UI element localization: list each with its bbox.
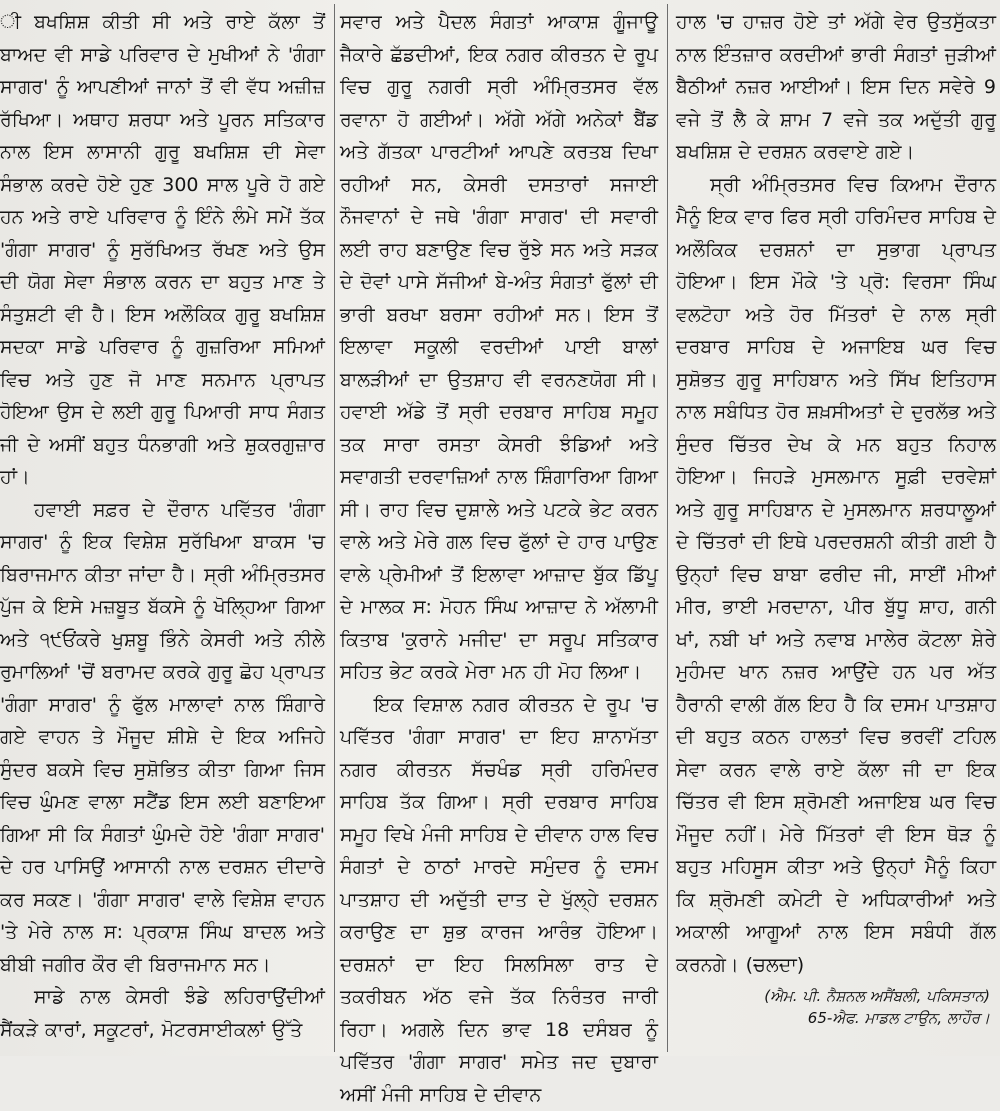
paragraph: ਇਕ ਵਿਸ਼ਾਲ ਨਗਰ ਕੀਰਤਨ ਦੇ ਰੂਪ 'ਚ ਪਵਿੱਤਰ 'ਗੰਗਾ ਸਾਗਰ' ਦਾ ਇਹ ਸ਼ਾਨਾਮੱਤਾ ਨਗਰ ਕੀਰਤਨ ਸੱਚਖੰਡ ਸ੍ਰੀ ਹਰਿਮੰਦਰ ਸਾਹਿਬ ਤੱਕ ਗਿਆ। ਸ੍ਰੀ ਦਰਬਾਰ ਸਾਹਿਬ ਸਮੂਹ ਵਿਖੇ ਮੰਜੀ ਸਾਹਿਬ ਦੇ ਦੀਵਾਨ ਹਾਲ ਵਿਚ ਸੰਗਤਾਂ ਦੇ ਠਾਠਾਂ ਮਾਰਦੇ ਸਮੁੰਦਰ ਨੂੰ ਦਸਮ ਪਾਤਸ਼ਾਹ ਦੀ ਅਦੁੱਤੀ ਦਾਤ ਦੇ ਖੁੱਲ੍ਹੇ ਦਰਸ਼ਨ ਕਰਾਉਣ ਦਾ ਸ਼ੁਭ ਕਾਰਜ ਆਰੰਭ ਹੋਇਆ। ਦਰਸ਼ਨਾਂ ਦਾ ਇਹ ਸਿਲਸਿਲਾ ਰਾਤ ਦੇ ਤਕਰੀਬਨ ਅੱਠ ਵਜੇ ਤੱਕ ਨਿਰੰਤਰ ਜਾਰੀ ਰਿਹਾ। ਅਗਲੇ ਦਿਨ ਭਾਵ 18 ਦਸੰਬਰ ਨੂੰ ਪਵਿੱਤਰ 'ਗੰਗਾ ਸਾਗਰ' ਸਮੇਤ ਜਦ ਦੁਬਾਰਾ ਅਸੀਂ ਮੰਜੀ ਸਾਹਿਬ ਦੇ ਦੀਵਾਨ	[340, 689, 658, 1111]
paragraph: ਸਵਾਰ ਅਤੇ ਪੈਦਲ ਸੰਗਤਾਂ ਆਕਾਸ਼ ਗੂੰਜਾਊ ਜੈਕਾਰੇ ਛੱਡਦੀਆਂ, ਇਕ ਨਗਰ ਕੀਰਤਨ ਦੇ ਰੂਪ ਵਿਚ ਗੁਰੂ ਨਗਰੀ ਸ੍ਰੀ ਅੰਮ੍ਰਿਤਸਰ ਵੱਲ ਰਵਾਨਾ ਹੋ ਗਈਆਂ। ਅੱਗੇ ਅੱਗੇ ਅਨੇਕਾਂ ਬੈਂਡ ਅਤੇ ਗੱਤਕਾ ਪਾਰਟੀਆਂ ਆਪਣੇ ਕਰਤਬ ਦਿਖਾ ਰਹੀਆਂ ਸਨ, ਕੇਸਰੀ ਦਸਤਾਰਾਂ ਸਜਾਈ ਨੌਜਵਾਨਾਂ ਦੇ ਜਥੇ 'ਗੰਗਾ ਸਾਗਰ' ਦੀ ਸਵਾਰੀ ਲਈ ਰਾਹ ਬਣਾਉਣ ਵਿਚ ਰੁੱਝੇ ਸਨ ਅਤੇ ਸੜਕ ਦੇ ਦੋਵਾਂ ਪਾਸੇ ਸੱਜੀਆਂ ਬੇ-ਅੰਤ ਸੰਗਤਾਂ ਫੁੱਲਾਂ ਦੀ ਭਾਰੀ ਬਰਖਾ ਬਰਸਾ ਰਹੀਆਂ ਸਨ। ਇਸ ਤੋਂ ਇਲਾਵਾ ਸਕੂਲੀ ਵਰਦੀਆਂ ਪਾਈ ਬਾਲਾਂ ਬਾਲੜੀਆਂ ਦਾ ਉਤਸ਼ਾਹ ਵੀ ਵਰਨਣਯੋਗ ਸੀ। ਹਵਾਈ ਅੱਡੇ ਤੋਂ ਸ੍ਰੀ ਦਰਬਾਰ ਸਾਹਿਬ ਸਮੂਹ ਤਕ ਸਾਰਾ ਰਸਤਾ ਕੇਸਰੀ ਝੰਡਿਆਂ ਅਤੇ ਸਵਾਗਤੀ ਦਰਵਾਜ਼ਿਆਂ ਨਾਲ ਸ਼ਿੰਗਾਰਿਆ ਗਿਆ ਸੀ। ਰਾਹ ਵਿਚ ਦੁਸ਼ਾਲੇ ਅਤੇ ਪਟਕੇ ਭੇਟ ਕਰਨ ਵਾਲੇ ਅਤੇ ਮੇਰੇ ਗਲ ਵਿਚ ਫੁੱਲਾਂ ਦੇ ਹਾਰ ਪਾਉਣ ਵਾਲੇ ਪ੍ਰੇਮੀਆਂ ਤੋਂ ਇਲਾਵਾ ਆਜ਼ਾਦ ਬੁੱਕ ਡਿੱਪੂ ਦੇ ਮਾਲਕ ਸ: ਮੋਹਨ ਸਿੰਘ ਆਜ਼ਾਦ ਨੇ ਅੱਲਾਮੀ ਕਿਤਾਬ 'ਕੁਰਾਨੇ ਮਜੀਦ' ਦਾ ਸਰੂਪ ਸਤਿਕਾਰ ਸਹਿਤ ਭੇਟ ਕਰਕੇ ਮੇਰਾ ਮਨ ਹੀ ਮੋਹ ਲਿਆ।	[340, 6, 658, 689]
column-divider	[334, 4, 335, 1052]
author-address: 65-ਐਫ. ਮਾਡਲ ਟਾਉਨ, ਲਾਹੌਰ।	[676, 1007, 990, 1029]
paragraph: ਹਵਾਈ ਸਫ਼ਰ ਦੇ ਦੌਰਾਨ ਪਵਿੱਤਰ 'ਗੰਗਾ ਸਾਗਰ' ਨੂੰ ਇਕ ਵਿਸ਼ੇਸ਼ ਸੁਰੱਖਿਆ ਬਾਕਸ 'ਚ ਬਿਰਾਜਮਾਨ ਕੀਤਾ ਜਾਂਦਾ ਹੈ। ਸ੍ਰੀ ਅੰਮ੍ਰਿਤਸਰ ਪੁੱਜ ਕੇ ਇਸੇ ਮਜ਼ਬੂਤ ਬੱਕਸੇ ਨੂੰ ਖੋਲ੍ਹਿਆ ਗਿਆ ਅਤੇ ੧੯ਓਂਕਰੇ ਖੁਸ਼ਬੂ ਭਿੰਨੇ ਕੇਸਰੀ ਅਤੇ ਨੀਲੇ ਰੁਮਾਲਿਆਂ 'ਚੋਂ ਬਰਾਮਦ ਕਰਕੇ ਗੁਰੂ ਛੋਹ ਪ੍ਰਾਪਤ 'ਗੰਗਾ ਸਾਗਰ' ਨੂੰ ਫੁੱਲ ਮਾਲਾਵਾਂ ਨਾਲ ਸ਼ਿੰਗਾਰੇ ਗਏ ਵਾਹਨ ਤੇ ਮੌਜੂਦ ਸ਼ੀਸ਼ੇ ਦੇ ਇਕ ਅਜਿਹੇ ਸੁੰਦਰ ਬਕਸੇ ਵਿਚ ਸੁਸ਼ੋਭਿਤ ਕੀਤਾ ਗਿਆ ਜਿਸ ਵਿਚ ਘੁੰਮਣ ਵਾਲਾ ਸਟੈਂਡ ਇਸ ਲਈ ਬਣਾਇਆ ਗਿਆ ਸੀ ਕਿ ਸੰਗਤਾਂ ਘੁੰਮਦੇ ਹੋਏ 'ਗੰਗਾ ਸਾਗਰ' ਦੇ ਹਰ ਪਾਸਿਉਂ ਆਸਾਨੀ ਨਾਲ ਦਰਸ਼ਨ ਦੀਦਾਰੇ ਕਰ ਸਕਣ। 'ਗੰਗਾ ਸਾਗਰ' ਵਾਲੇ ਵਿਸ਼ੇਸ਼ ਵਾਹਨ 'ਤੇ ਮੇਰੇ ਨਾਲ ਸ: ਪ੍ਰਕਾਸ਼ ਸਿੰਘ ਬਾਦਲ ਅਤੇ ਬੀਬੀ ਜਗੀਰ ਕੌਰ ਵੀ ਬਿਰਾਜਮਾਨ ਸਨ।	[0, 494, 325, 982]
author-affiliation: (ਐਮ. ਪੀ. ਨੈਸ਼ਨਲ ਅਸੈਂਬਲੀ, ਪਕਿਸਤਾਨ)	[676, 985, 990, 1007]
article-column-3	[670, 6, 1000, 1052]
article-column-2	[336, 6, 666, 1052]
paragraph: ਹਾਲ 'ਚ ਹਾਜ਼ਰ ਹੋਏ ਤਾਂ ਅੱਗੇ ਵੇਰ ਉਤਸੁੱਕਤਾ ਨਾਲ ਇੰਤਜ਼ਾਰ ਕਰਦੀਆਂ ਭਾਰੀ ਸੰਗਤਾਂ ਜੁੜੀਆਂ ਬੈਠੀਆਂ ਨਜ਼ਰ ਆਈਆਂ। ਇਸ ਦਿਨ ਸਵੇਰੇ 9 ਵਜੇ ਤੋਂ ਲੈ ਕੇ ਸ਼ਾਮ 7 ਵਜੇ ਤਕ ਅਦੁੱਤੀ ਗੁਰੂ ਬਖਸ਼ਿਸ਼ ਦੇ ਦਰਸ਼ਨ ਕਰਵਾਏ ਗਏ।	[676, 6, 996, 169]
author-byline	[676, 985, 990, 1029]
paragraph: ਸ੍ਰੀ ਅੰਮ੍ਰਿਤਸਰ ਵਿਚ ਕਿਆਮ ਦੌਰਾਨ ਮੈਨੂੰ ਇਕ ਵਾਰ ਫਿਰ ਸ੍ਰੀ ਹਰਿਮੰਦਰ ਸਾਹਿਬ ਦੇ ਅਲੌਕਿਕ ਦਰਸ਼ਨਾਂ ਦਾ ਸੁਭਾਗ ਪ੍ਰਾਪਤ ਹੋਇਆ। ਇਸ ਮੌਕੇ 'ਤੇ ਪ੍ਰੋ: ਵਿਰਸਾ ਸਿੰਘ ਵਲਟੋਹਾ ਅਤੇ ਹੋਰ ਮਿੱਤਰਾਂ ਦੇ ਨਾਲ ਸ੍ਰੀ ਦਰਬਾਰ ਸਾਹਿਬ ਦੇ ਅਜਾਇਬ ਘਰ ਵਿਚ ਸੁਸ਼ੋਭਤ ਗੁਰੂ ਸਾਹਿਬਾਨ ਅਤੇ ਸਿੱਖ ਇਤਿਹਾਸ ਨਾਲ ਸਬੰਧਿਤ ਹੋਰ ਸ਼ਖ਼ਸੀਅਤਾਂ ਦੇ ਦੁਰਲੱਭ ਅਤੇ ਸੁੰਦਰ ਚਿੱਤਰ ਦੇਖ ਕੇ ਮਨ ਬਹੁਤ ਨਿਹਾਲ ਹੋਇਆ। ਜਿਹੜੇ ਮੁਸਲਮਾਨ ਸੂਫ਼ੀ ਦਰਵੇਸ਼ਾਂ ਅਤੇ ਗੁਰੂ ਸਾਹਿਬਾਨ ਦੇ ਮੁਸਲਮਾਨ ਸ਼ਰਧਾਲੂਆਂ ਦੇ ਚਿੱਤਰਾਂ ਦੀ ਇਥੇ ਪਰਦਰਸ਼ਨੀ ਕੀਤੀ ਗਈ ਹੈ ਉਨ੍ਹਾਂ ਵਿਚ ਬਾਬਾ ਫਰੀਦ ਜੀ, ਸਾਈਂ ਮੀਆਂ ਮੀਰ, ਭਾਈ ਮਰਦਾਨਾ, ਪੀਰ ਬੁੱਧੂ ਸ਼ਾਹ, ਗਨੀ ਖਾਂ, ਨਬੀ ਖਾਂ ਅਤੇ ਨਵਾਬ ਮਾਲੇਰ ਕੋਟਲਾ ਸ਼ੇਰੇ ਮੁਹੰਮਦ ਖਾਨ ਨਜ਼ਰ ਆਉਂਦੇ ਹਨ ਪਰ ਅੱਤ ਹੈਰਾਨੀ ਵਾਲੀ ਗੱਲ ਇਹ ਹੈ ਕਿ ਦਸਮ ਪਾਤਸ਼ਾਹ ਦੀ ਬਹੁਤ ਕਠਨ ਹਾਲਤਾਂ ਵਿਚ ਭਰਵੀਂ ਟਹਿਲ ਸੇਵਾ ਕਰਨ ਵਾਲੇ ਰਾਏ ਕੱਲਾ ਜੀ ਦਾ ਇਕ ਚਿੱਤਰ ਵੀ ਇਸ ਸ਼੍ਰੋਮਣੀ ਅਜਾਇਬ ਘਰ ਵਿਚ ਮੌਜੂਦ ਨਹੀਂ। ਮੇਰੇ ਮਿੱਤਰਾਂ ਵੀ ਇਸ ਥੋੜ ਨੂੰ ਬਹੁਤ ਮਹਿਸੂਸ ਕੀਤਾ ਅਤੇ ਉਨ੍ਹਾਂ ਮੈਨੂੰ ਕਿਹਾ ਕਿ ਸ਼੍ਰੋਮਣੀ ਕਮੇਟੀ ਦੇ ਅਧਿਕਾਰੀਆਂ ਅਤੇ ਅਕਾਲੀ ਆਗੂਆਂ ਨਾਲ ਇਸ ਸਬੰਧੀ ਗੱਲ ਕਰਨਗੇ। (ਚਲਦਾ)	[676, 169, 996, 982]
paragraph: ੀ ਬਖਸ਼ਿਸ਼ ਕੀਤੀ ਸੀ ਅਤੇ ਰਾਏ ਕੱਲਾ ਤੋਂ ਬਾਅਦ ਵੀ ਸਾਡੇ ਪਰਿਵਾਰ ਦੇ ਮੁਖੀਆਂ ਨੇ 'ਗੰਗਾ ਸਾਗਰ' ਨੂੰ ਆਪਣੀਆਂ ਜਾਨਾਂ ਤੋਂ ਵੀ ਵੱਧ ਅਜ਼ੀਜ਼ ਰੱਖਿਆ। ਅਥਾਹ ਸ਼ਰਧਾ ਅਤੇ ਪੂਰਨ ਸਤਿਕਾਰ ਨਾਲ ਇਸ ਲਾਸਾਨੀ ਗੁਰੂ ਬਖਸ਼ਿਸ਼ ਦੀ ਸੇਵਾ ਸੰਭਾਲ ਕਰਦੇ ਹੋਏ ਹੁਣ 300 ਸਾਲ ਪੂਰੇ ਹੋ ਗਏ ਹਨ ਅਤੇ ਰਾਏ ਪਰਿਵਾਰ ਨੂੰ ਇੰਨੇ ਲੰਮੇ ਸਮੇਂ ਤੱਕ 'ਗੰਗਾ ਸਾਗਰ' ਨੂੰ ਸੁਰੱਖਿਅਤ ਰੱਖਣ ਅਤੇ ਉਸ ਦੀ ਯੋਗ ਸੇਵਾ ਸੰਭਾਲ ਕਰਨ ਦਾ ਬਹੁਤ ਮਾਣ ਤੇ ਸੰਤੁਸ਼ਟੀ ਵੀ ਹੈ। ਇਸ ਅਲੌਕਿਕ ਗੁਰੂ ਬਖਸ਼ਿਸ਼ ਸਦਕਾ ਸਾਡੇ ਪਰਿਵਾਰ ਨੂੰ ਗੁਜ਼ਰਿਆ ਸਮਿਆਂ ਵਿਚ ਅਤੇ ਹੁਣ ਜੋ ਮਾਣ ਸਨਮਾਨ ਪ੍ਰਾਪਤ ਹੋਇਆ ਉਸ ਦੇ ਲਈ ਗੁਰੂ ਪਿਆਰੀ ਸਾਧ ਸੰਗਤ ਜੀ ਦੇ ਅਸੀਂ ਬਹੁਤ ਧੰਨਭਾਗੀ ਅਤੇ ਸ਼ੁਕਰਗੁਜ਼ਾਰ ਹਾਂ।	[0, 6, 325, 494]
paragraph: ਸਾਡੇ ਨਾਲ ਕੇਸਰੀ ਝੰਡੇ ਲਹਿਰਾਉਂਦੀਆਂ ਸੈਂਕੜੇ ਕਾਰਾਂ, ਸਕੂਟਰਾਂ, ਮੋਟਰਸਾਈਕਲਾਂ ਉੱਤੇ	[0, 981, 325, 1046]
column-divider	[667, 4, 668, 1052]
article-column-1	[0, 6, 333, 1052]
